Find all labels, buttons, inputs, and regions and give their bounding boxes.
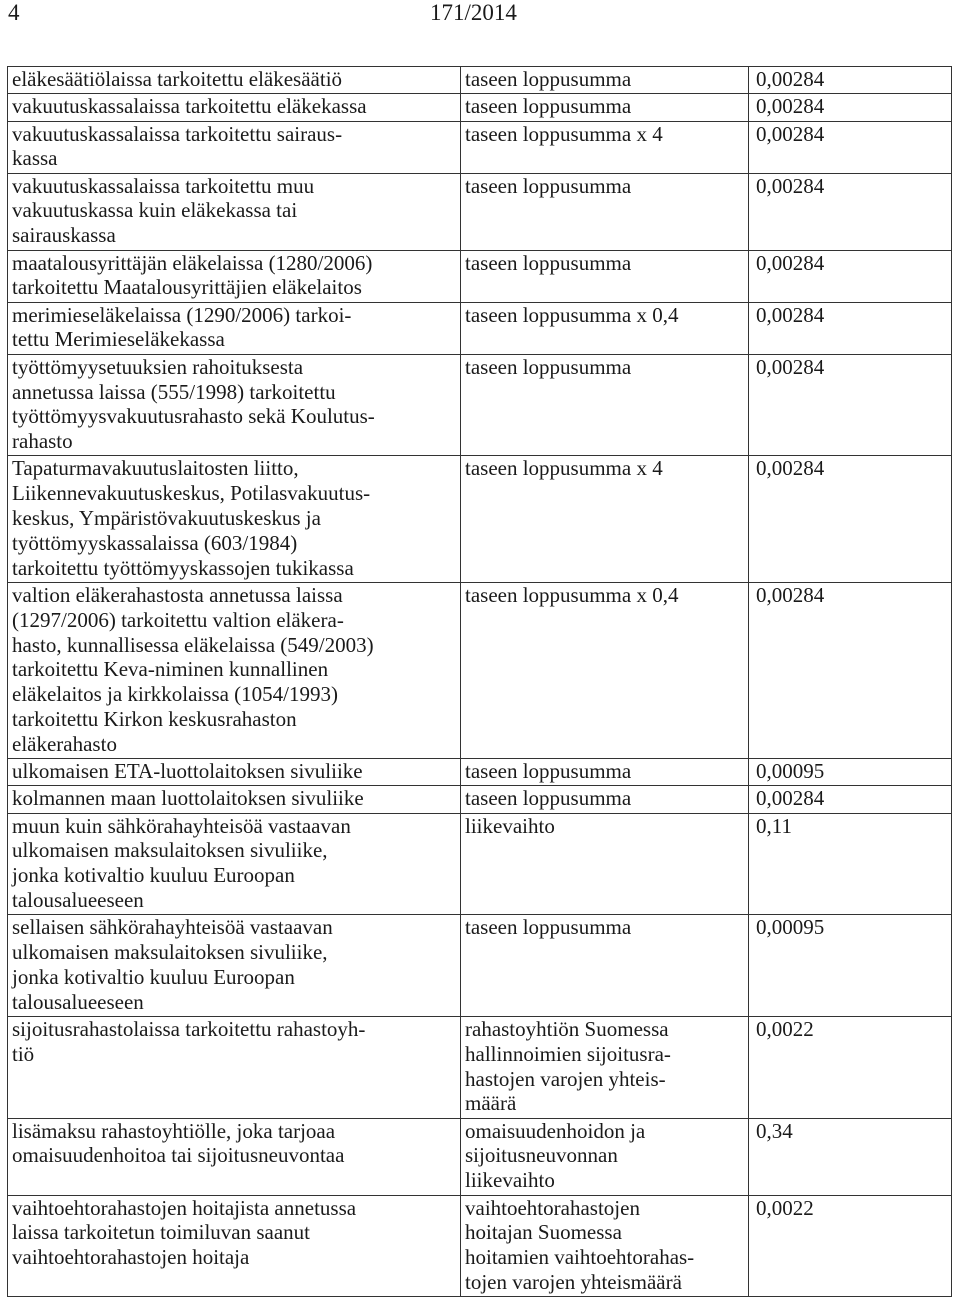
subject-cell-text: vakuutuskassalaissa tarkoitettu muu vakuutuskassa kuin eläkekassa tai sairauskassa [12,173,315,248]
rate-cell [749,94,952,121]
rate-cell-text: 0,00284 [756,173,825,198]
subject-cell [8,1195,461,1297]
basis-cell-text: omaisuudenhoidon ja sijoitusneuvonnan liikevaihto [465,1118,646,1193]
basis-cell [461,456,749,582]
subject-cell [8,250,461,302]
subject-cell [8,915,461,1017]
rate-cell [749,121,952,173]
basis-cell-text: taseen loppusumma [465,94,632,119]
basis-cell [461,302,749,354]
basis-cell [461,94,749,121]
basis-cell-text: taseen loppusumma [465,173,632,198]
table-row [8,813,952,915]
table-row [8,94,952,121]
basis-cell-text: taseen loppusumma [465,915,632,940]
rate-cell [749,786,952,813]
subject-cell-text: vaihtoehtorahastojen hoitajista annetussa laissa tarkoitetun toimiluvan saanut vaihtoehtorahastojen hoitaja [12,1195,357,1270]
subject-cell [8,456,461,582]
table-row [8,354,952,456]
subject-cell [8,786,461,813]
page-header [0,0,960,30]
rate-cell-text: 0,00284 [756,67,825,91]
basis-cell [461,786,749,813]
basis-cell [461,250,749,302]
basis-cell-text: taseen loppusumma [465,250,632,275]
table-row [8,786,952,813]
rate-cell-text: 0,00284 [756,250,825,275]
rate-cell-text: 0,00284 [756,94,825,119]
subject-cell [8,1118,461,1195]
rate-cell-text: 0,11 [756,813,792,838]
subject-cell-text: työttömyysetuuksien rahoituksesta annetussa laissa (555/1998) tarkoitettu työttömyysvakuutusrahasto sekä Koulutus- rahasto [12,354,375,454]
subject-cell-text: sijoitusrahastolaissa tarkoitettu rahastoyh- tiö [12,1016,366,1066]
subject-cell [8,173,461,250]
subject-cell-text: eläkesäätiölaissa tarkoitettu eläkesäätiö [12,67,343,91]
rate-cell-text: 0,34 [756,1118,793,1143]
basis-cell-text: vaihtoehtorahastojen hoitajan Suomessa hoitamien vaihtoehtorahas- tojen varojen yhteismäärä [465,1195,695,1294]
table-row [8,1016,952,1118]
subject-cell [8,813,461,915]
basis-cell-text: taseen loppusumma [465,786,632,811]
table-row [8,582,952,758]
rate-cell-text: 0,00284 [756,456,825,481]
basis-cell-text: rahastoyhtiön Suomessa hallinnoimien sijoitusra- hastojen varojen yhteis- määrä [465,1016,671,1116]
basis-cell [461,67,749,94]
basis-cell [461,915,749,1017]
rate-cell-text: 0,00284 [756,582,825,607]
basis-cell-text: taseen loppusumma x 4 [465,456,663,481]
basis-cell [461,1195,749,1297]
document-id: 171/2014 [430,0,517,25]
rate-cell [749,1118,952,1195]
basis-cell-text: taseen loppusumma [465,67,632,91]
rate-cell-text: 0,00095 [756,915,825,940]
table-row [8,915,952,1017]
basis-cell-text: taseen loppusumma x 0,4 [465,302,679,327]
basis-cell [461,1118,749,1195]
table-row [8,302,952,354]
rate-cell-text: 0,00284 [756,786,825,811]
subject-cell-text: Tapaturmavakuutuslaitosten liitto, Liikennevakuutuskeskus, Potilasvakuutus- keskus, Ympäristövakuutuskeskus ja työttömyyskassalaissa (603/1984) tarkoitettu työttömyyskassojen tukikassa [12,456,371,580]
fee-table [7,66,952,1297]
basis-cell-text: liikevaihto [465,813,555,838]
subject-cell [8,1016,461,1118]
table-row [8,67,952,94]
rate-cell-text: 0,00284 [756,354,825,379]
table-row [8,173,952,250]
table-row [8,759,952,786]
rate-cell [749,302,952,354]
rate-cell-text: 0,0022 [756,1016,814,1041]
rate-cell [749,250,952,302]
rate-cell [749,759,952,786]
table-row [8,456,952,582]
subject-cell [8,759,461,786]
basis-cell-text: taseen loppusumma [465,759,632,784]
subject-cell-text: muun kuin sähkörahayhteisöä vastaavan ulkomaisen maksulaitoksen sivuliike, jonka kotivaltio kuuluu Euroopan talousalueeseen [12,813,351,912]
basis-cell [461,759,749,786]
table-row [8,250,952,302]
subject-cell [8,302,461,354]
subject-cell-text: ulkomaisen ETA-luottolaitoksen sivuliike [12,759,363,784]
subject-cell-text: vakuutuskassalaissa tarkoitettu eläkekassa [12,94,367,119]
rate-cell [749,456,952,582]
rate-cell-text: 0,00284 [756,302,825,327]
basis-cell [461,1016,749,1118]
table-row [8,121,952,173]
subject-cell [8,94,461,121]
basis-cell-text: taseen loppusumma x 0,4 [465,582,679,607]
basis-cell [461,121,749,173]
rate-cell [749,582,952,758]
subject-cell-text: kolmannen maan luottolaitoksen sivuliike [12,786,364,811]
subject-cell-text: lisämaksu rahastoyhtiölle, joka tarjoaa omaisuudenhoitoa tai sijoitusneuvontaa [12,1118,345,1168]
basis-cell [461,582,749,758]
basis-cell [461,354,749,456]
rate-cell [749,173,952,250]
basis-cell-text: taseen loppusumma [465,354,632,379]
rate-cell-text: 0,00284 [756,121,825,146]
subject-cell-text: maatalousyrittäjän eläkelaissa (1280/2006) tarkoitettu Maatalousyrittäjien eläkelaitos [12,250,373,300]
subject-cell-text: valtion eläkerahastosta annetussa laissa (1297/2006) tarkoitettu valtion eläkera- hasto, kunnallisessa eläkelaissa (549/2003) tarkoitettu Keva-niminen kunnallinen eläkelaitos ja kirkkolaissa (1054/1993) tarkoitettu Kirkon keskusrahaston eläkerahasto [12,582,374,756]
rate-cell [749,67,952,94]
fee-table-body [8,67,952,1297]
basis-cell [461,173,749,250]
basis-cell-text: taseen loppusumma x 4 [465,121,663,146]
rate-cell [749,1195,952,1297]
subject-cell [8,67,461,94]
rate-cell [749,813,952,915]
rate-cell [749,1016,952,1118]
subject-cell [8,121,461,173]
basis-cell [461,813,749,915]
page-number: 4 [8,0,20,25]
table-row [8,1195,952,1297]
subject-cell-text: merimieseläkelaissa (1290/2006) tarkoi- tettu Merimieseläkekassa [12,302,352,352]
table-row [8,1118,952,1195]
subject-cell-text: sellaisen sähkörahayhteisöä vastaavan ulkomaisen maksulaitoksen sivuliike, jonka kotivaltio kuuluu Euroopan talousalueeseen [12,915,333,1014]
rate-cell-text: 0,00095 [756,759,825,784]
rate-cell [749,915,952,1017]
rate-cell [749,354,952,456]
rate-cell-text: 0,0022 [756,1195,814,1220]
subject-cell [8,582,461,758]
subject-cell [8,354,461,456]
subject-cell-text: vakuutuskassalaissa tarkoitettu sairaus- kassa [12,121,343,171]
